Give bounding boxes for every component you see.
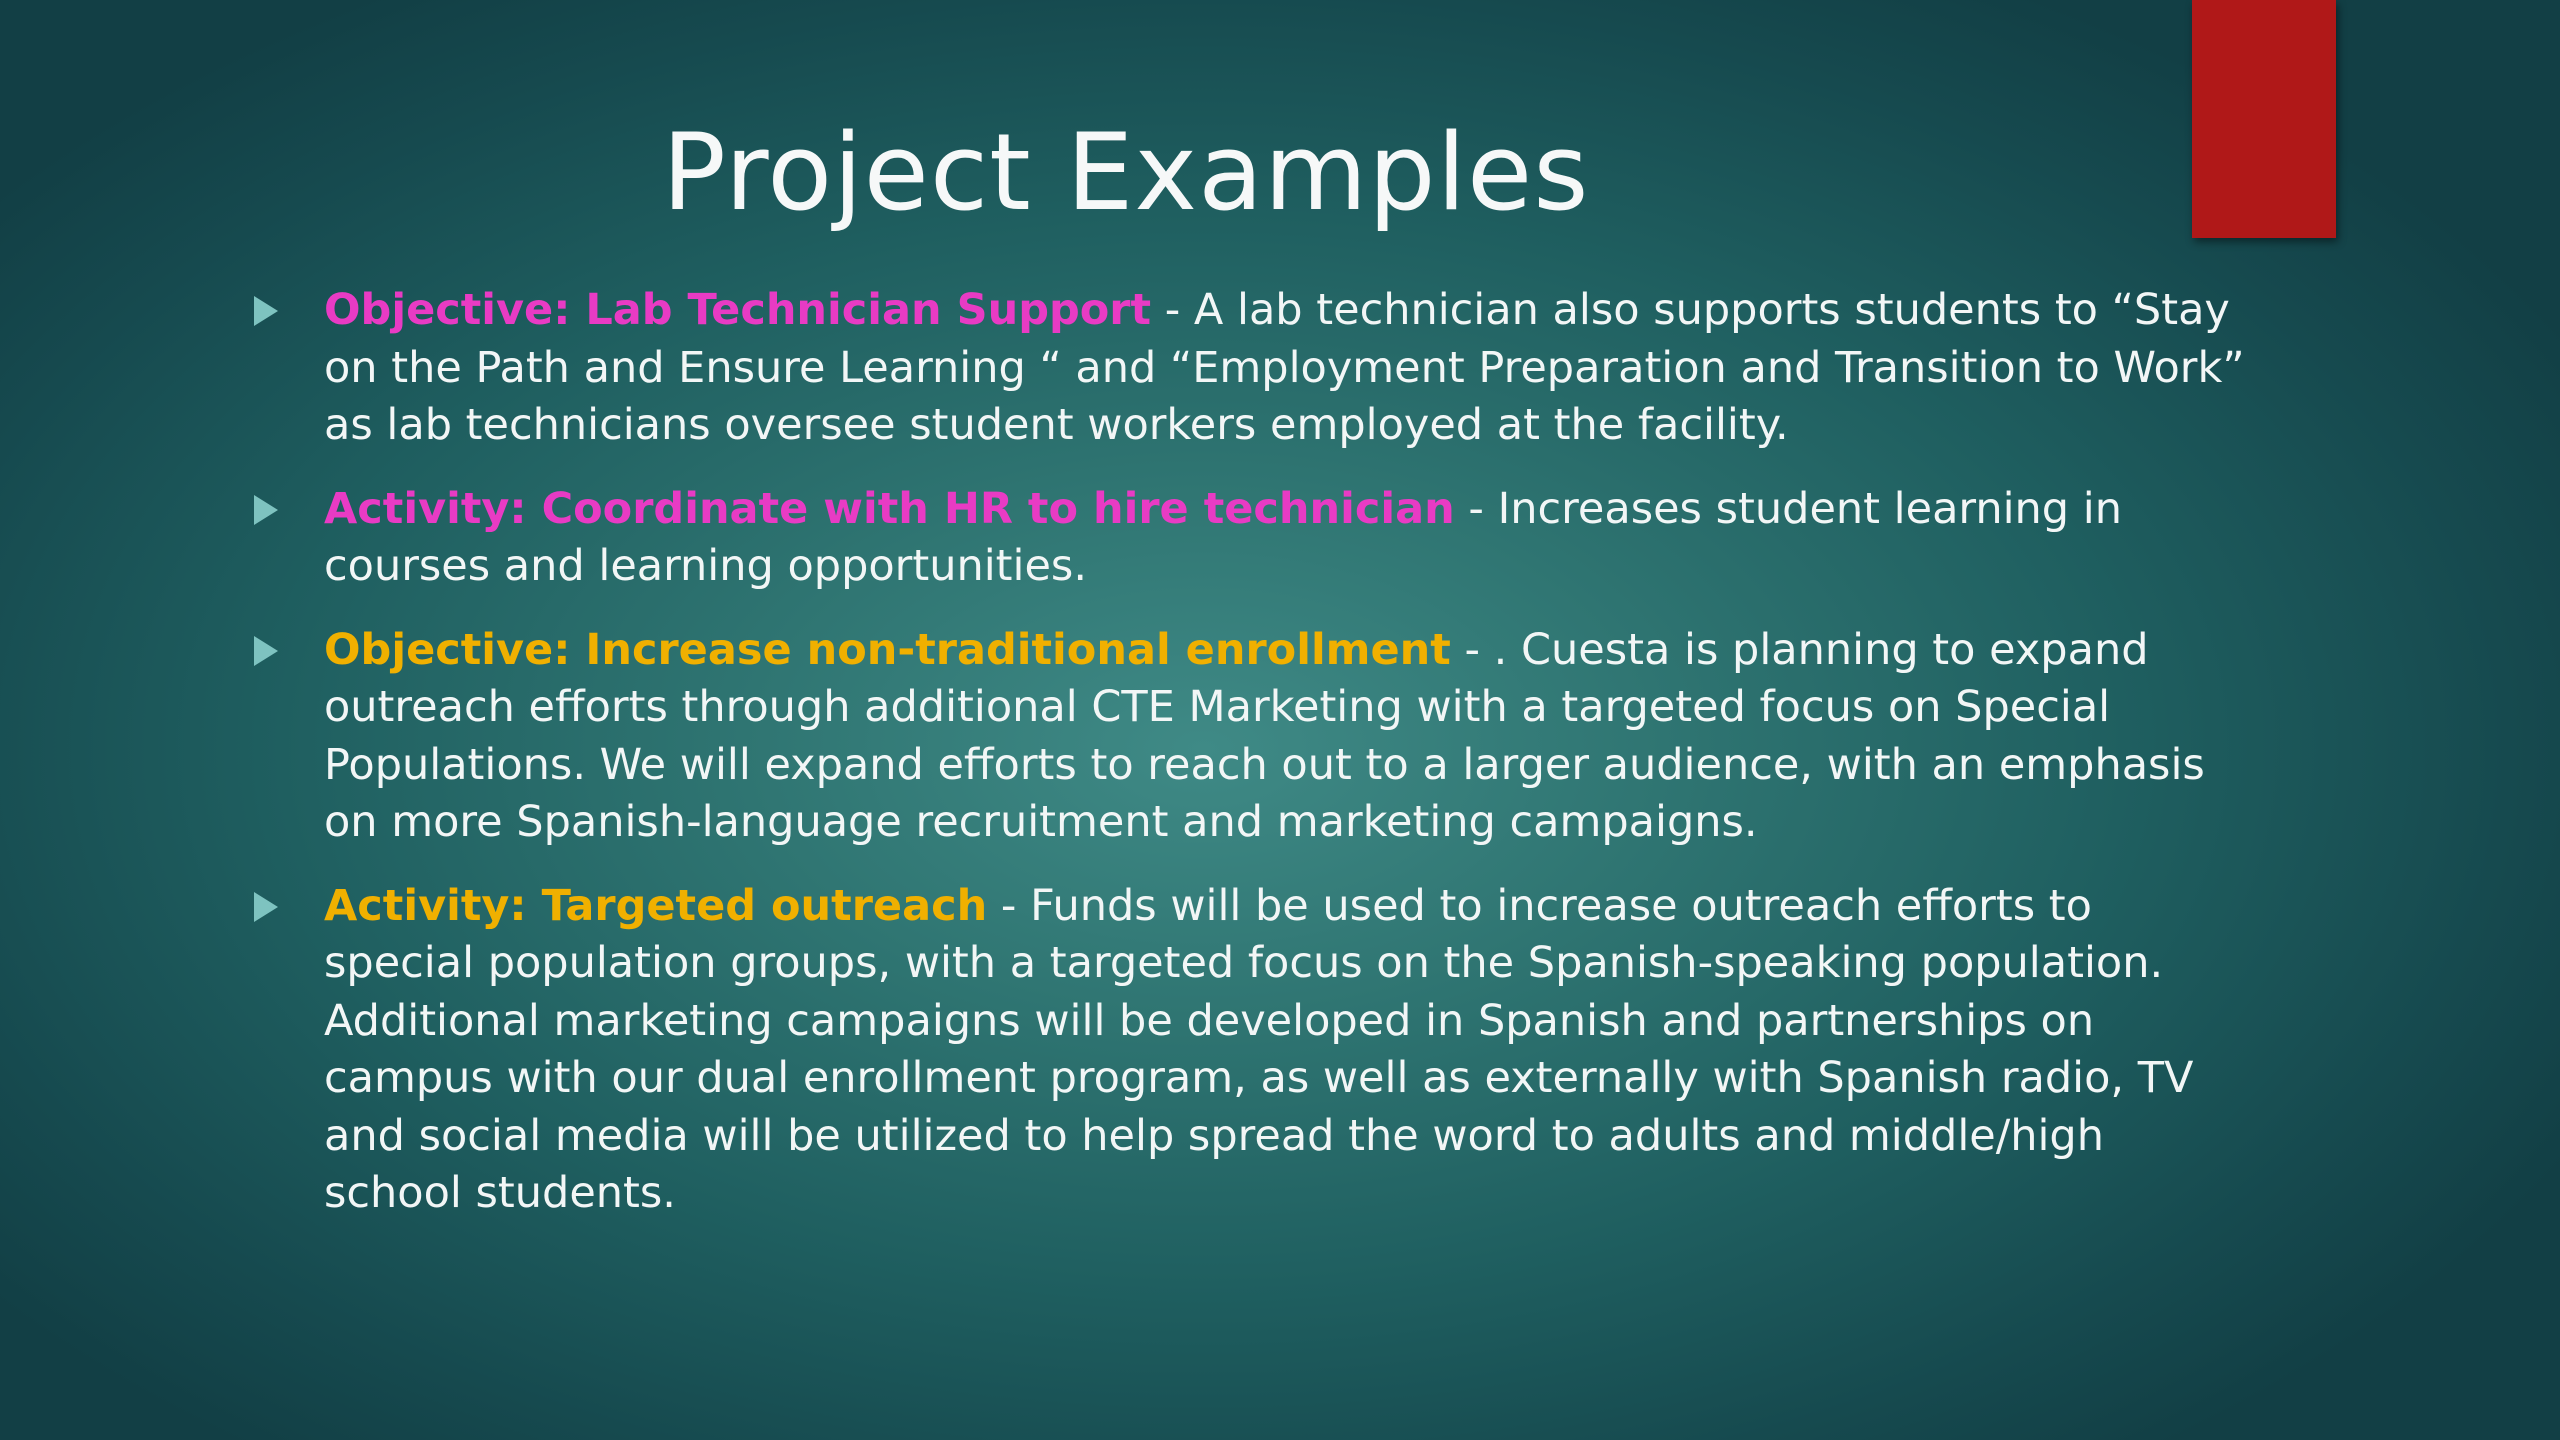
- bullet-body: - Funds will be used to increase outreach efforts to special population groups, with a targeted focus on the Spanish-speaking population. Additional marketing campaigns will be developed in Spanish and partnerships on campus with our dual enrollment program, as well as externally with Spanish radio, TV and social media will be utilized to help spread the word to adults and middle/high school students.: [324, 880, 2194, 1218]
- bullet-item-coordinate-hr: [250, 481, 2250, 596]
- bullet-item-non-traditional-enrollment: [250, 622, 2250, 852]
- bullet-lead: Objective: Increase non-traditional enrollment: [324, 624, 1451, 675]
- bullet-item-targeted-outreach: [250, 878, 2250, 1223]
- bullet-body: - A lab technician also supports students to “Stay on the Path and Ensure Learning “ and “Employment Preparation and Transition to Work” as lab technicians oversee student workers employed at the facility.: [324, 285, 2245, 450]
- bullet-lead: Objective: Lab Technician Support: [324, 285, 1152, 335]
- bullet-body: - . Cuesta is planning to expand outreach efforts through additional CTE Marketing with a targeted focus on Special Populations. We will expand efforts to reach out to a larger audience, with an emphasis on more Spanish-language recruitment and marketing campaigns.: [324, 624, 2205, 847]
- bullet-lead: Activity: Targeted outreach: [324, 880, 988, 931]
- bullet-body: - Increases student learning in courses and learning opportunities.: [324, 483, 2122, 591]
- bullet-item-lab-technician: [250, 282, 2250, 455]
- accent-bar: [2192, 0, 2336, 238]
- bullet-arrow-icon: [254, 892, 278, 922]
- bullet-arrow-icon: [254, 636, 278, 666]
- bullet-lead: Activity: Coordinate with HR to hire technician: [324, 483, 1455, 534]
- slide-title: Project Examples: [662, 111, 1590, 234]
- bullet-arrow-icon: [254, 296, 278, 326]
- bullet-list: [250, 282, 2250, 1249]
- bullet-arrow-icon: [254, 495, 278, 525]
